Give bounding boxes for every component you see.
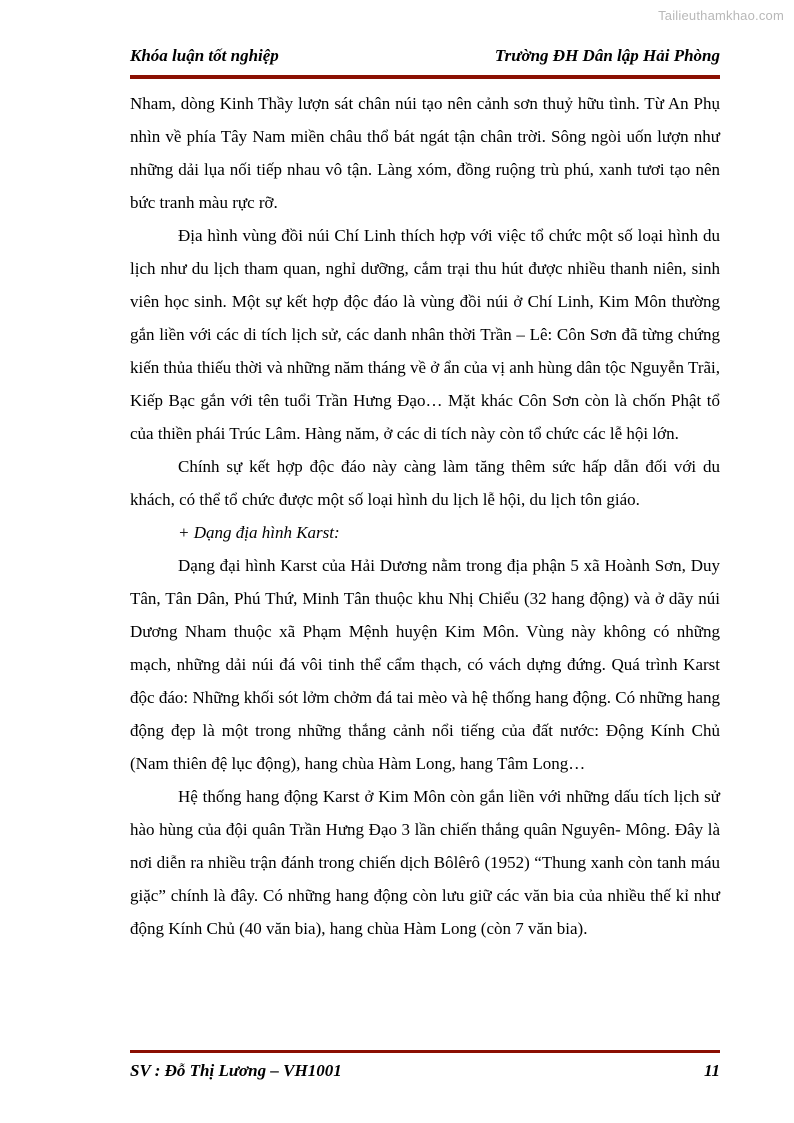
page-header (130, 46, 720, 79)
paragraph: Dạng đại hình Karst của Hải Dương nằm trong địa phận 5 xã Hoành Sơn, Duy Tân, Tân Dân, Phú Thứ, Minh Tân thuộc khu Nhị Chiểu (32 hang động) và ở dãy núi Dương Nham thuộc xã Phạm Mệnh huyện Kim Môn. Vùng này không có những mạch, những dải núi đá vôi tinh thể cẩm thạch, có vách dựng đứng. Quá trình Karst độc đáo: Những khối sót lởm chởm đá tai mèo và hệ thống hang động. Có những hang động đẹp là một trong những thắng cảnh nổi tiếng của đất nước: Động Kính Chủ (Nam thiên đệ lục động), hang chùa Hàm Long, hang Tâm Long… (130, 556, 720, 773)
paragraph-karst-heading: + Dạng địa hình Karst: (178, 523, 340, 542)
page-footer (130, 1050, 720, 1081)
paragraph: Nham, dòng Kinh Thầy lượn sát chân núi tạo nên cảnh sơn thuỷ hữu tình. Từ An Phụ nhìn về phía Tây Nam miền châu thổ bát ngát tận chân trời. Sông ngòi uốn lượn như những dải lụa nối tiếp nhau vô tận. Làng xóm, đồng ruộng trù phú, xanh tươi tạo nên bức tranh màu rực rỡ. (130, 94, 720, 212)
footer-author: SV : Đỗ Thị Lương – VH1001 (130, 1061, 342, 1080)
header-title-left: Khóa luận tốt nghiệp (130, 46, 279, 65)
page-number: 11 (703, 1061, 720, 1080)
document-body (130, 87, 720, 945)
watermark: Tailieuthamkhao.com (658, 8, 784, 23)
paragraph: Địa hình vùng đồi núi Chí Linh thích hợp với việc tổ chức một số loại hình du lịch như du lịch tham quan, nghỉ dưỡng, cắm trại thu hút được nhiều thanh niên, sinh viên học sinh. Một sự kết hợp độc đáo là vùng đồi núi ở Chí Linh, Kim Môn thường gắn liền với các di tích lịch sử, các danh nhân thời Trần – Lê: Côn Sơn đã từng chứng kiến thủa thiếu thời và những năm tháng về ở ẩn của vị anh hùng dân tộc Nguyễn Trãi, Kiếp Bạc gắn với tên tuổi Trần Hưng Đạo… Mặt khác Côn Sơn còn là chốn Phật tổ của thiền phái Trúc Lâm. Hàng năm, ở các di tích này còn tổ chức các lễ hội lớn. (130, 226, 720, 443)
header-title-right: Trường ĐH Dân lập Hải Phòng (494, 46, 720, 65)
paragraph: Hệ thống hang động Karst ở Kim Môn còn gắn liền với những dấu tích lịch sử hào hùng của đội quân Trần Hưng Đạo 3 lần chiến thắng quân Nguyên- Mông. Đây là nơi diễn ra nhiều trận đánh trong chiến dịch Bôlêrô (1952) “Thung xanh còn tanh máu giặc” chính là đây. Có những hang động còn lưu giữ các văn bia của nhiều thế kỉ như động Kính Chủ (40 văn bia), hang chùa Hàm Long (còn 7 văn bia). (130, 787, 720, 938)
paragraph: Chính sự kết hợp độc đáo này càng làm tăng thêm sức hấp dẫn đối với du khách, có thể tổ chức được một số loại hình du lịch lễ hội, du lịch tôn giáo. (130, 457, 720, 509)
